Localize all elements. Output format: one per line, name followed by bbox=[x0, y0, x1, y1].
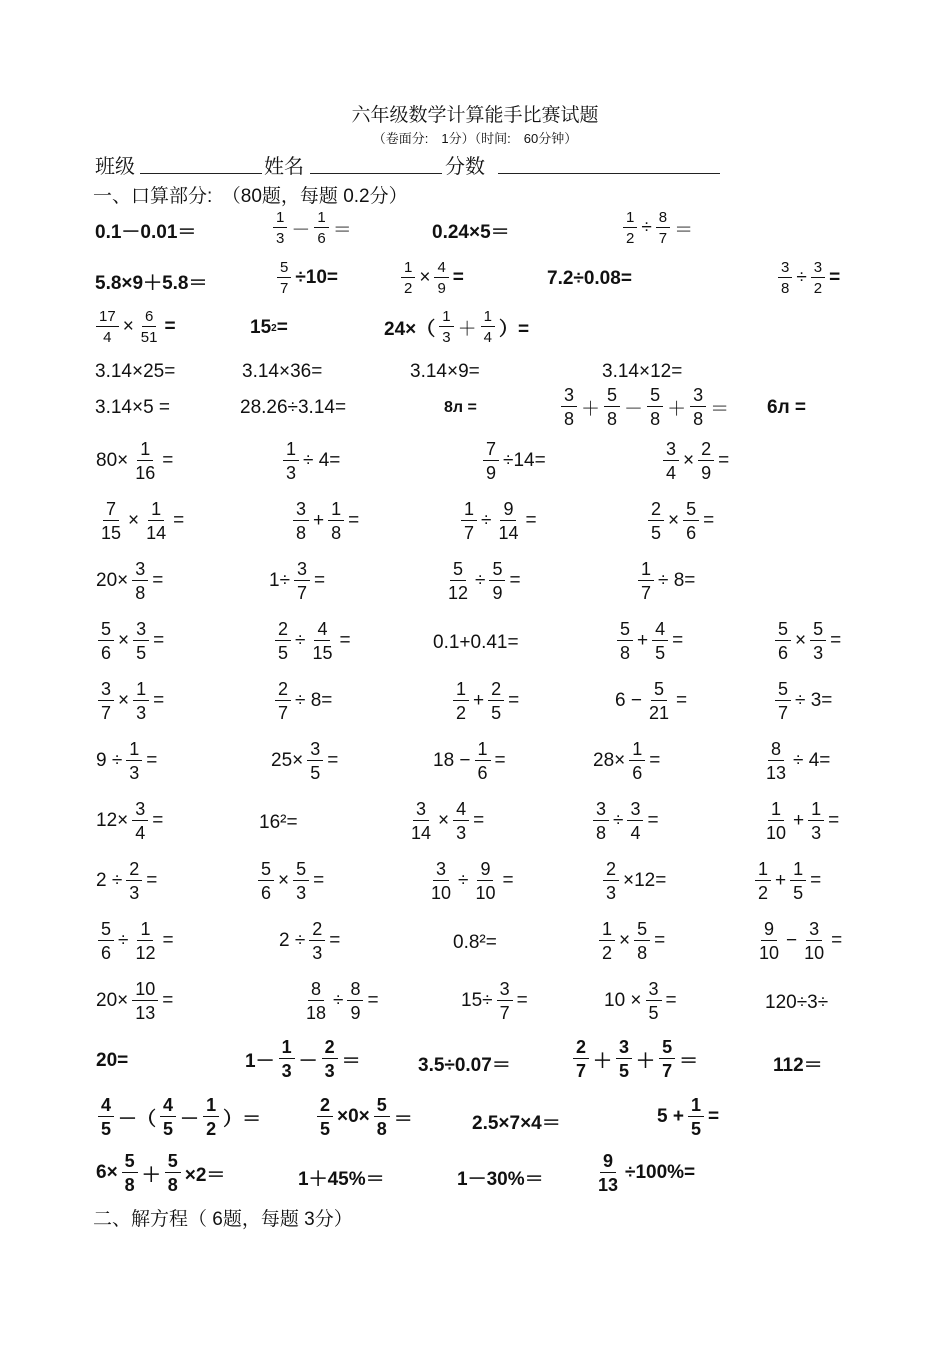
fraction: $\frac{1}{2}$ bbox=[453, 680, 469, 722]
fraction: $\frac{5}{6}$ bbox=[98, 620, 114, 662]
problem: 0.8²= bbox=[453, 932, 497, 953]
problem: 3.14×25= bbox=[95, 361, 176, 382]
class-field[interactable] bbox=[140, 173, 262, 174]
fraction: $\frac{7}{15}$ bbox=[101, 499, 122, 543]
problem: 28× $\frac{1}{6}$ = bbox=[593, 739, 661, 783]
fraction: $\frac{5}{8}$ bbox=[165, 1152, 181, 1194]
fraction: $\frac{5}{21}$ bbox=[648, 679, 669, 723]
problem: $\frac{4}{5}$ －（ $\frac{4}{5}$ － $\frac{1}{2}$ ）＝ bbox=[95, 1096, 262, 1138]
fraction: $\frac{3}{5}$ bbox=[133, 620, 149, 662]
problem: $\frac{5}{6}$ ÷ $\frac{1}{12}$ = bbox=[95, 920, 175, 962]
fraction: $\frac{5}{6}$ bbox=[258, 860, 274, 902]
fraction: $\frac{1}{2}$ bbox=[755, 860, 771, 902]
problem: $\frac{1}{7}$ ÷ $\frac{9}{14}$ = bbox=[458, 500, 538, 542]
fraction: $\frac{9}{14}$ bbox=[498, 499, 519, 543]
fraction: $\frac{5}{8}$ bbox=[634, 920, 650, 962]
fraction: $\frac{9}{10}$ bbox=[759, 919, 780, 963]
problem: 7.2÷0.08= bbox=[547, 268, 632, 289]
fraction: $\frac{1}{10}$ bbox=[766, 799, 787, 843]
fraction: $\frac{1}{3}$ bbox=[283, 440, 299, 482]
fraction: $\frac{3}{8}$ bbox=[293, 500, 309, 542]
problem: $\frac{3}{8}$ ＋ $\frac{5}{8}$ － $\frac{5}{8}$ ＋ $\frac{3}{8}$ ＝ bbox=[558, 386, 730, 428]
problem: 16²= bbox=[259, 812, 298, 833]
fraction: $\frac{1}{2}$ bbox=[599, 920, 615, 962]
fraction: $\frac{4}{3}$ bbox=[453, 800, 469, 842]
fraction: $\frac{1}{3}$ bbox=[808, 800, 824, 842]
score-field[interactable] bbox=[498, 173, 720, 174]
problem: 3.14×5 = bbox=[95, 397, 171, 418]
fraction: $\frac{8}{13}$ bbox=[766, 739, 787, 783]
fraction: $\frac{1}{3}$ bbox=[126, 740, 142, 782]
problem: $\frac{7}{15}$ × $\frac{1}{14}$ = bbox=[95, 500, 185, 542]
fraction: $\frac{1}{3}$ bbox=[133, 680, 149, 722]
problem: 10 × $\frac{3}{5}$ = bbox=[604, 979, 677, 1023]
fraction: $\frac{5}{7}$ bbox=[659, 1038, 675, 1080]
fraction: $\frac{3}{14}$ bbox=[411, 799, 432, 843]
fraction: $\frac{2}{5}$ bbox=[648, 500, 664, 542]
problem: $\frac{1}{2}$ + $\frac{2}{5}$ = bbox=[450, 680, 520, 722]
fraction: $\frac{4}{5}$ bbox=[160, 1096, 176, 1138]
problem: $\frac{3}{10}$ ÷ $\frac{9}{10}$ = bbox=[425, 860, 515, 902]
problem: $\frac{3}{8}$ ÷ $\frac{3}{2}$ = bbox=[775, 260, 841, 296]
problem: $\frac{1}{2}$ × $\frac{4}{9}$ = bbox=[398, 260, 465, 296]
problem: 1－ $\frac{1}{3}$ － $\frac{2}{3}$ ＝ bbox=[245, 1037, 361, 1081]
fraction: $\frac{2}{9}$ bbox=[698, 440, 714, 482]
problem: $\frac{3}{7}$ × $\frac{1}{3}$ = bbox=[95, 680, 165, 722]
problem: 9 ÷ $\frac{1}{3}$ = bbox=[96, 739, 158, 783]
fraction: $\frac{1}{12}$ bbox=[135, 919, 156, 963]
problem: $\frac{2}{7}$ ÷ 8= bbox=[272, 680, 333, 722]
problem: 5.8×9＋5.8＝ bbox=[95, 273, 208, 294]
fraction: $\frac{5}{12}$ bbox=[448, 559, 469, 603]
problem: 0.24×5＝ bbox=[432, 222, 510, 243]
problem: $\frac{2}{5}$ ×0× $\frac{5}{8}$ ＝ bbox=[314, 1096, 414, 1138]
problem: 1＋45%＝ bbox=[298, 1169, 385, 1190]
fraction: $\frac{4}{5}$ bbox=[652, 620, 668, 662]
problem: 6× $\frac{5}{8}$ ＋ $\frac{5}{8}$ ×2＝ bbox=[96, 1151, 226, 1195]
fraction: $\frac{5}{6}$ bbox=[98, 920, 114, 962]
fraction: $\frac{8}{18}$ bbox=[306, 979, 327, 1023]
fraction: $\frac{1}{5}$ bbox=[790, 860, 806, 902]
fraction: $\frac{5}{3}$ bbox=[810, 620, 826, 662]
problem: 20× $\frac{10}{13}$ = bbox=[96, 979, 174, 1023]
problem: $\frac{3}{8}$ ÷ $\frac{3}{4}$ = bbox=[590, 800, 660, 842]
fraction: $\frac{9}{10}$ bbox=[475, 859, 496, 903]
problem: $\frac{3}{14}$ × $\frac{4}{3}$ = bbox=[405, 800, 485, 842]
fraction: $\frac{8}{9}$ bbox=[347, 980, 363, 1022]
problem: 15 2 = bbox=[250, 317, 288, 338]
fraction: $\frac{1}{3}$ bbox=[279, 1038, 295, 1080]
problem: $\frac{1}{10}$ + $\frac{1}{3}$ = bbox=[760, 800, 840, 842]
fraction: $\frac{2}{3}$ bbox=[603, 860, 619, 902]
fraction: $\frac{2}{5}$ bbox=[488, 680, 504, 722]
problem: 20× $\frac{3}{8}$ = bbox=[96, 559, 164, 603]
fraction: $\frac{1}{2}$ bbox=[203, 1096, 219, 1138]
fraction: $\frac{2}{3}$ bbox=[309, 920, 325, 962]
name-label: 姓名 bbox=[264, 156, 304, 178]
fraction: $\frac{3}{5}$ bbox=[646, 980, 662, 1022]
fraction: $\frac{7}{9}$ bbox=[483, 440, 499, 482]
problem: $\frac{5}{6}$ × $\frac{3}{5}$ = bbox=[95, 620, 165, 662]
problem: 3.14×36= bbox=[242, 361, 323, 382]
fraction: $\frac{1}{14}$ bbox=[146, 499, 167, 543]
fraction: $\frac{3}{5}$ bbox=[616, 1038, 632, 1080]
problem: 0.1－0.01＝ bbox=[95, 222, 197, 243]
problem: $\frac{5}{6}$ × $\frac{5}{3}$ = bbox=[255, 860, 325, 902]
fraction: $\frac{10}{13}$ bbox=[132, 980, 158, 1022]
problem: $\frac{8}{13}$ ÷ 4= bbox=[760, 740, 831, 782]
fraction: $\frac{5}{8}$ bbox=[374, 1096, 390, 1138]
problem: 0.1+0.41= bbox=[433, 632, 519, 653]
fraction: $\frac{2}{5}$ bbox=[275, 620, 291, 662]
name-field[interactable] bbox=[310, 173, 442, 174]
problem: $\frac{1}{3}$ － $\frac{1}{6}$ ＝ bbox=[270, 210, 353, 246]
page-title: 六年级数学计算能手比赛试题 bbox=[351, 105, 599, 126]
fraction: $\frac{3}{8}$ bbox=[132, 560, 148, 602]
fraction: $\frac{3}{7}$ bbox=[294, 560, 310, 602]
problem: $\frac{1}{3}$ ÷ 4= bbox=[280, 440, 341, 482]
problem: 112＝ bbox=[773, 1055, 823, 1076]
problem: 20= bbox=[96, 1050, 129, 1071]
problem: $\frac{5}{8}$ + $\frac{4}{5}$ = bbox=[614, 620, 684, 662]
problem: 1－30%＝ bbox=[457, 1169, 544, 1190]
problem: 24×（ $\frac{1}{3}$ ＋ $\frac{1}{4}$ ）= bbox=[384, 308, 530, 346]
fraction: $\frac{3}{8}$ bbox=[593, 800, 609, 842]
problem: $\frac{1}{2}$ ÷ $\frac{8}{7}$ ＝ bbox=[620, 210, 694, 246]
fraction: $\frac{5}{3}$ bbox=[293, 860, 309, 902]
problem: 8л = bbox=[444, 399, 477, 416]
fraction: $\frac{5}{9}$ bbox=[489, 560, 505, 602]
problem: 120÷3÷ bbox=[765, 992, 829, 1013]
problem: 15÷ $\frac{3}{7}$ = bbox=[461, 979, 528, 1023]
problem: 80× $\frac{1}{16}$ = bbox=[96, 439, 174, 483]
problem: $\frac{2}{3}$ ×12= bbox=[600, 860, 667, 902]
fraction: $\frac{3}{4}$ bbox=[663, 440, 679, 482]
fraction: $\frac{1}{8}$ bbox=[328, 500, 344, 542]
problem: $\frac{7}{9}$ ÷14= bbox=[480, 440, 547, 482]
problem: 2 ÷ $\frac{2}{3}$ = bbox=[96, 859, 158, 903]
problem: $\frac{2}{7}$ ＋ $\frac{3}{5}$ ＋ $\frac{5}{7}$ ＝ bbox=[570, 1038, 699, 1080]
fraction: $\frac{1}{16}$ bbox=[135, 439, 156, 483]
fraction: $\frac{5}{6}$ bbox=[683, 500, 699, 542]
fraction: $\frac{2}{7}$ bbox=[275, 680, 291, 722]
fraction: $\frac{1}{7}$ bbox=[461, 500, 477, 542]
problem: $\frac{1}{2}$ × $\frac{5}{8}$ = bbox=[596, 920, 666, 962]
problem: 12× $\frac{3}{4}$ = bbox=[96, 799, 164, 843]
page-subtitle: （卷面分: 1分）（时间: 60分钟） bbox=[372, 131, 578, 146]
problem: 3.5÷0.07＝ bbox=[418, 1055, 511, 1076]
fraction: $\frac{1}{6}$ bbox=[475, 740, 491, 782]
problem: 6 − $\frac{5}{21}$ = bbox=[615, 679, 688, 723]
fraction: $\frac{5}{8}$ bbox=[617, 620, 633, 662]
fraction: $\frac{3}{10}$ bbox=[804, 919, 825, 963]
fraction: $\frac{3}{10}$ bbox=[431, 859, 452, 903]
class-label: 班级 bbox=[95, 156, 135, 178]
fraction: $\frac{3}{7}$ bbox=[98, 680, 114, 722]
problem: $\frac{5}{7}$ ÷10= bbox=[274, 260, 339, 296]
problem: $\frac{2}{5}$ ÷ $\frac{4}{15}$ = bbox=[272, 620, 352, 662]
problem: $\frac{3}{8}$ + $\frac{1}{8}$ = bbox=[290, 500, 360, 542]
problem: $\frac{5}{7}$ ÷ 3= bbox=[772, 680, 833, 722]
problem: $\frac{5}{6}$ × $\frac{5}{3}$ = bbox=[772, 620, 842, 662]
fraction: $\frac{2}{7}$ bbox=[573, 1038, 589, 1080]
fraction: $\frac{5}{7}$ bbox=[775, 680, 791, 722]
problem: 1÷ $\frac{3}{7}$ = bbox=[269, 559, 326, 603]
fraction: $\frac{2}{3}$ bbox=[322, 1038, 338, 1080]
problem: $\frac{2}{5}$ × $\frac{5}{6}$ = bbox=[645, 500, 715, 542]
fraction: $\frac{2}{3}$ bbox=[126, 860, 142, 902]
problem: 2.5×7×4＝ bbox=[472, 1113, 561, 1134]
problem: $\frac{8}{18}$ ÷ $\frac{8}{9}$ = bbox=[300, 980, 380, 1022]
fraction: $\frac{3}{4}$ bbox=[627, 800, 643, 842]
section-1-title: 一、口算部分: （80题，每题 0.2分） bbox=[93, 186, 408, 207]
problem: $\frac{3}{4}$ × $\frac{2}{9}$ = bbox=[660, 440, 730, 482]
fraction: $\frac{3}{5}$ bbox=[307, 740, 323, 782]
problem: 5 + $\frac{1}{5}$ = bbox=[657, 1095, 720, 1139]
problem: $\frac{9}{10}$ − $\frac{3}{10}$ = bbox=[753, 920, 843, 962]
fraction: $\frac{5}{6}$ bbox=[775, 620, 791, 662]
fraction: $\frac{5}{8}$ bbox=[122, 1152, 138, 1194]
problem: 3.14×12= bbox=[602, 361, 683, 382]
fraction: $\frac{4}{15}$ bbox=[312, 619, 333, 663]
fraction: $\frac{4}{5}$ bbox=[98, 1096, 114, 1138]
fraction: $\frac{9}{13}$ bbox=[598, 1151, 619, 1195]
problem: $\frac{1}{7}$ ÷ 8= bbox=[635, 560, 696, 602]
problem: 28.26÷3.14= bbox=[240, 397, 347, 418]
fraction: $\frac{2}{5}$ bbox=[317, 1096, 333, 1138]
fraction: $\frac{3}{4}$ bbox=[132, 800, 148, 842]
section-2-title: 二、解方程（ 6题，每题 3分） bbox=[93, 1209, 353, 1230]
problem: 25× $\frac{3}{5}$ = bbox=[271, 739, 339, 783]
fraction: $\frac{3}{7}$ bbox=[497, 980, 513, 1022]
fraction: $\frac{1}{7}$ bbox=[638, 560, 654, 602]
problem: 6л = bbox=[767, 397, 807, 418]
problem: 2 ÷ $\frac{2}{3}$ = bbox=[279, 919, 341, 963]
score-label: 分数 bbox=[445, 156, 485, 178]
fraction: $\frac{1}{6}$ bbox=[629, 740, 645, 782]
problem: 3.14×9= bbox=[410, 361, 480, 382]
problem: $\frac{1}{2}$ + $\frac{1}{5}$ = bbox=[752, 860, 822, 902]
problem: $\frac{9}{13}$ ÷100%= bbox=[592, 1152, 696, 1194]
fraction: $\frac{1}{5}$ bbox=[688, 1096, 704, 1138]
problem: $\frac{17}{4}$ × $\frac{6}{51}$ = bbox=[93, 309, 177, 345]
problem: $\frac{5}{12}$ ÷ $\frac{5}{9}$ = bbox=[442, 560, 522, 602]
problem: 18 − $\frac{1}{6}$ = bbox=[433, 739, 506, 783]
